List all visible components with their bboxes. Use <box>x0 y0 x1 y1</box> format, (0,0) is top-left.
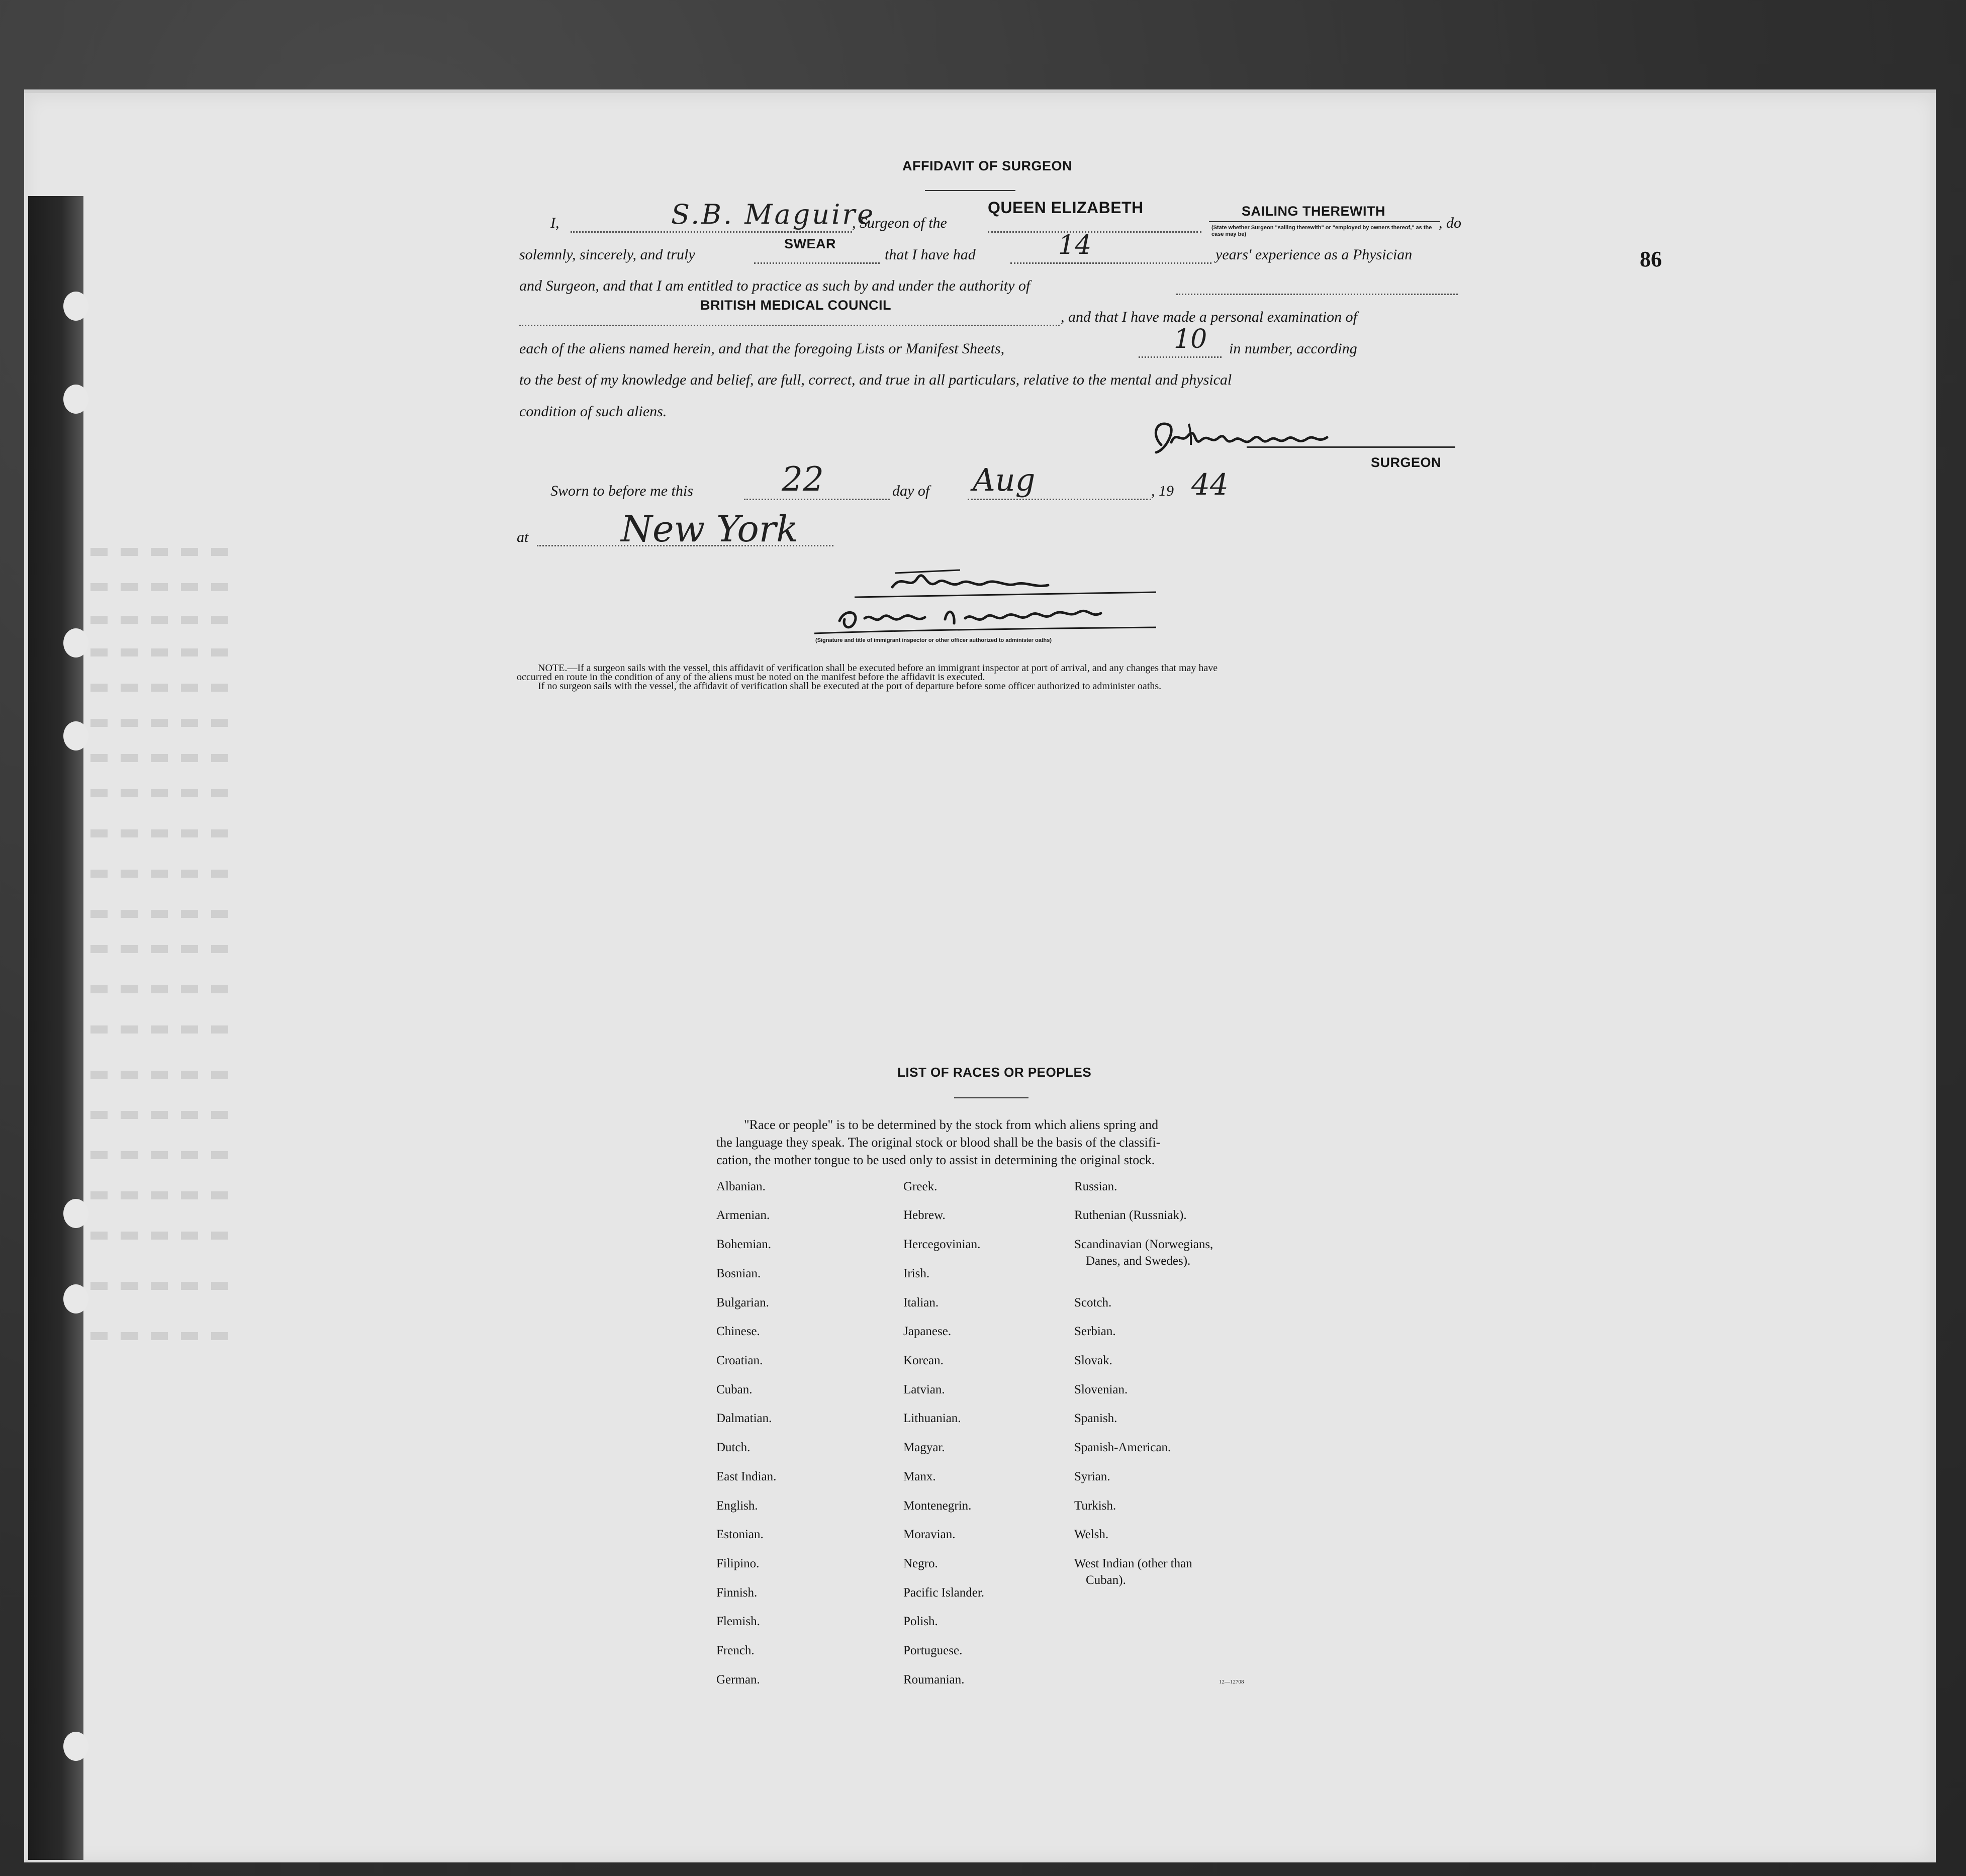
sworn-start: Sworn to before me this <box>550 483 693 499</box>
race-item: Ruthenian (Russniak). <box>1074 1208 1187 1222</box>
form-code: 12—12708 <box>1219 1679 1244 1685</box>
race-item: East Indian. <box>716 1470 777 1483</box>
race-item: Filipino. <box>716 1557 760 1570</box>
surgeon-name-handwritten: S.B. Maguire <box>671 199 876 230</box>
surgeon-label: SURGEON <box>1371 455 1442 470</box>
race-item: Scandinavian (Norwegians, <box>1074 1238 1213 1251</box>
punch-hole <box>63 292 88 321</box>
page-number: 86 <box>1640 247 1662 271</box>
sheets-handwritten: 10 <box>1174 324 1207 354</box>
punch-hole <box>63 1284 88 1314</box>
race-item: Welsh. <box>1074 1528 1109 1541</box>
race-item: Armenian. <box>716 1208 770 1222</box>
officer-signature <box>794 563 1186 643</box>
races-intro-line-1: "Race or people" is to be determined by the stock from which aliens spring and <box>744 1117 1159 1132</box>
authority-field-line <box>519 325 1060 326</box>
punch-hole <box>63 721 88 751</box>
affidavit-heading: AFFIDAVIT OF SURGEON <box>902 158 1072 173</box>
race-item: Portuguese. <box>903 1644 963 1657</box>
line4-end: , and that I have made a personal examination of <box>1061 309 1357 325</box>
pronoun-text: I, <box>550 215 559 231</box>
line7: condition of such aliens. <box>519 403 667 420</box>
year-prefix: , 19 <box>1151 483 1174 499</box>
heading-rule <box>925 190 1015 191</box>
race-item: Slovenian. <box>1074 1383 1128 1396</box>
note-line-3: If no surgeon sails with the vessel, the affidavit of verification shall be executed at the port of departure before some officer authorized to administer oaths. <box>538 681 1162 692</box>
authority-name: BRITISH MEDICAL COUNCIL <box>700 298 891 313</box>
race-item: Magyar. <box>903 1441 945 1454</box>
year-handwritten: 44 <box>1191 467 1229 502</box>
race-item: Polish. <box>903 1615 938 1628</box>
race-item: Cuban). <box>1086 1573 1126 1587</box>
years-field-line <box>1010 262 1211 264</box>
race-item: Finnish. <box>716 1586 758 1600</box>
officer-caption: (Signature and title of immigrant inspector or other officer authorized to administer oaths) <box>815 637 1052 643</box>
race-item: German. <box>716 1673 760 1686</box>
place-handwritten: New York <box>621 508 798 550</box>
race-item: Lithuanian. <box>903 1412 961 1425</box>
sailing-field-line <box>1209 221 1440 222</box>
race-item: Manx. <box>903 1470 936 1483</box>
month-handwritten: Aug <box>973 461 1036 498</box>
race-item: Latvian. <box>903 1383 945 1396</box>
bleed-through-text <box>90 528 282 1382</box>
month-field-line <box>968 499 1151 500</box>
races-heading-rule <box>954 1097 1028 1098</box>
race-item: Spanish. <box>1074 1412 1117 1425</box>
race-item: Korean. <box>903 1354 944 1367</box>
race-item: Serbian. <box>1074 1325 1116 1338</box>
race-item: Japanese. <box>903 1325 952 1338</box>
punch-hole <box>63 1199 88 1228</box>
line5-start: each of the aliens named herein, and that the foregoing Lists or Manifest Sheets, <box>519 340 1005 357</box>
race-item: Russian. <box>1074 1180 1117 1193</box>
sailing-note: (State whether Surgeon "sailing therewith" or "employed by owners thereof," as the case may be) <box>1211 225 1432 237</box>
surgeon-of-text: , Surgeon of the <box>852 215 947 231</box>
ship-field-line <box>988 231 1201 233</box>
name-field-line <box>571 231 852 233</box>
binding-strip <box>28 196 83 1860</box>
ship-name: QUEEN ELIZABETH <box>988 199 1144 217</box>
sheets-field-line <box>1139 356 1222 358</box>
race-item: Negro. <box>903 1557 938 1570</box>
races-intro-line-2: the language they speak. The original stock or blood shall be the basis of the classifi- <box>716 1135 1161 1150</box>
race-item: Bosnian. <box>716 1267 761 1280</box>
race-item: Moravian. <box>903 1528 956 1541</box>
oath-field-line <box>754 262 880 264</box>
race-item: Croatian. <box>716 1354 763 1367</box>
race-item: Pacific Islander. <box>903 1586 985 1600</box>
years-handwritten: 14 <box>1058 230 1092 260</box>
race-item: Albanian. <box>716 1180 766 1193</box>
line2-mid: that I have had <box>885 246 976 263</box>
punch-hole <box>63 628 88 658</box>
race-item: Slovak. <box>1074 1354 1112 1367</box>
race-item: Montenegrin. <box>903 1499 972 1513</box>
race-item: Flemish. <box>716 1615 760 1628</box>
sailing-status: SAILING THEREWITH <box>1242 204 1385 219</box>
day-of-text: day of <box>892 483 930 499</box>
race-item: Estonian. <box>716 1528 764 1541</box>
at-label: at <box>517 529 529 545</box>
race-item: English. <box>716 1499 758 1513</box>
surgeon-signature <box>1141 415 1357 465</box>
race-item: Danes, and Swedes). <box>1086 1254 1191 1268</box>
race-item: Bulgarian. <box>716 1296 769 1309</box>
race-item: West Indian (other than <box>1074 1557 1192 1570</box>
punch-hole <box>63 385 88 414</box>
race-item: Hercegovinian. <box>903 1238 981 1251</box>
race-item: Dutch. <box>716 1441 751 1454</box>
line2-end: years' experience as a Physician <box>1215 246 1413 263</box>
line5-end: in number, according <box>1229 340 1357 357</box>
authority-line-upper <box>1176 294 1458 295</box>
race-item: Syrian. <box>1074 1470 1110 1483</box>
punch-hole <box>63 1732 88 1761</box>
race-item: Chinese. <box>716 1325 760 1338</box>
race-item: Bohemian. <box>716 1238 772 1251</box>
line6: to the best of my knowledge and belief, are full, correct, and true in all particulars, relative to the mental and physical <box>519 371 1232 388</box>
line2-start: solemnly, sincerely, and truly <box>519 246 695 263</box>
races-intro-line-3: cation, the mother tongue to be used only to assist in determining the original stock. <box>716 1153 1155 1167</box>
race-item: Irish. <box>903 1267 930 1280</box>
day-field-line <box>744 499 890 500</box>
note-line-2: occurred en route in the condition of any of the aliens must be noted on the manifest before the affidavit is executed. <box>517 672 985 683</box>
do-text: , do <box>1439 215 1461 231</box>
race-item: Greek. <box>903 1180 938 1193</box>
race-item: French. <box>716 1644 755 1657</box>
line3: and Surgeon, and that I am entitled to practice as such by and under the authority of <box>519 277 1031 294</box>
signature-line <box>1247 446 1455 448</box>
day-handwritten: 22 <box>782 460 824 499</box>
race-item: Dalmatian. <box>716 1412 772 1425</box>
race-item: Spanish-American. <box>1074 1441 1171 1454</box>
race-item: Turkish. <box>1074 1499 1116 1513</box>
race-item: Italian. <box>903 1296 939 1309</box>
race-item: Cuban. <box>716 1383 753 1396</box>
oath-word: SWEAR <box>784 236 836 251</box>
race-item: Roumanian. <box>903 1673 965 1686</box>
races-heading: LIST OF RACES OR PEOPLES <box>897 1065 1092 1080</box>
note-line-1: NOTE.—If a surgeon sails with the vessel, this affidavit of verification shall be executed before an immigrant inspector at port of arrival, and any changes that may have <box>538 663 1218 674</box>
race-item: Hebrew. <box>903 1208 946 1222</box>
race-item: Scotch. <box>1074 1296 1112 1309</box>
